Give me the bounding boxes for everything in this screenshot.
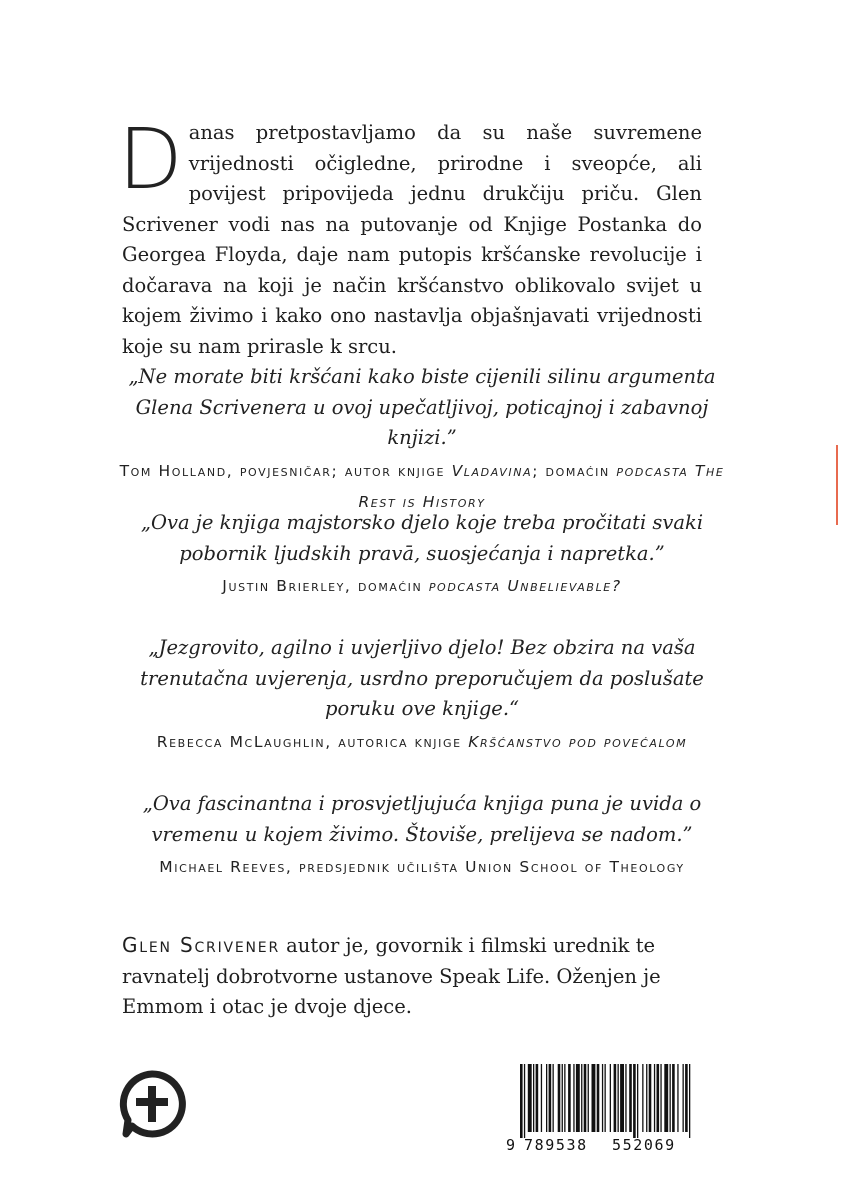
barcode-bar — [672, 1064, 675, 1132]
barcode-group-1: 789538 — [524, 1136, 588, 1154]
barcode-bar — [520, 1064, 523, 1138]
intro-paragraph — [118, 110, 702, 362]
attribution-part: Rebecca McLaughlin, autorica knjige — [156, 732, 469, 751]
barcode-bar — [646, 1064, 647, 1132]
barcode-bar — [689, 1064, 690, 1138]
cross-in-speech-bubble-icon — [116, 1068, 188, 1140]
barcode-bar — [584, 1064, 587, 1132]
barcode-bar — [553, 1064, 554, 1132]
barcode-bar — [524, 1064, 525, 1138]
drop-cap: D — [118, 110, 183, 208]
quote-text: „Ova fascinantna i prosvjetljujuća knjiga puna je uvida o vremenu u kojem živimo. Štoviše, prelijeva se nadom.” — [142, 792, 702, 846]
barcode-bar — [546, 1064, 547, 1132]
attribution-part: Tom Holland, povjesničar; autor knjige — [119, 461, 452, 480]
barcode-bar — [605, 1064, 606, 1132]
barcode-bar — [677, 1064, 678, 1132]
barcode-bars — [502, 1060, 698, 1140]
attribution-part: Michael Reeves, predsjednik učilišta Union School of Theology — [159, 858, 685, 876]
barcode-bar — [592, 1064, 596, 1132]
barcode-lead-digit: 9 — [506, 1136, 516, 1154]
barcode-bar — [625, 1064, 626, 1132]
barcode-bar — [610, 1064, 611, 1132]
barcode-bar — [683, 1064, 684, 1132]
quote-text: „Ne morate biti kršćani kako biste cijenili silinu argumenta Glena Scrivenera u ovoj upečatljivoj, poticajnoj i zabavnoj knjizi.” — [128, 365, 716, 449]
barcode-bar — [685, 1064, 688, 1132]
quote-attribution — [112, 852, 732, 883]
barcode-bar — [568, 1064, 571, 1132]
bio-text: autor je, govornik i filmski urednik te ravnatelj dobrotvorne ustanove Speak Life. Oženjen je Emmom i otac je dvoje djece. — [122, 934, 661, 1018]
barcode-bar — [649, 1064, 652, 1132]
quote-text: „Jezgrovito, agilno i uvjerljivo djelo! Bez obzira na vaša trenutačna uvjerenja, usrdno preporučujem da poslušate poruku ove knjige.“ — [140, 636, 704, 720]
barcode-bar — [562, 1064, 563, 1132]
barcode-bar — [597, 1064, 600, 1132]
barcode-bar — [620, 1064, 624, 1132]
barcode-bar — [602, 1064, 603, 1132]
barcode-bar — [536, 1064, 539, 1132]
quote-mclaughlin — [112, 633, 732, 758]
quote-text: „Ova je knjiga majstorsko djelo koje treba pročitati svaki pobornik ljudskih pravā, suosjećanja i napretka.” — [140, 511, 704, 565]
author-name: Glen Scrivener — [122, 933, 280, 957]
barcode-bar — [664, 1064, 668, 1132]
quote-brierley — [112, 508, 732, 602]
author-bio — [122, 930, 712, 1023]
barcode-digits — [502, 1136, 698, 1156]
barcode-bar — [564, 1064, 565, 1132]
barcode-bar — [637, 1064, 638, 1138]
barcode-bar — [633, 1064, 636, 1138]
barcode-bar — [614, 1064, 617, 1132]
attribution-part: ; domaćin — [532, 461, 617, 480]
barcode-bar — [576, 1064, 580, 1132]
barcode-bar — [642, 1064, 643, 1132]
attribution-book-title: Vladavina — [451, 461, 533, 480]
intro-text: anas pretpostavljamo da su naše suvremene vrijednosti očigledne, prirodne i sveopće, ali povijest pripovijeda jednu drukčiju priču. Glen Scrivener vodi nas na putovanje od Knjige Postanka do Georgea Floyda, daje nam putopis kršćanske revolucije i dočarava na koji je način kršćanstvo oblikovalo svijet u kojem živimo i kako ono nastavlja objašnjavati vrijednosti koje su nam prirasle k srcu. — [122, 121, 702, 358]
barcode-bar — [660, 1064, 661, 1132]
barcode-bar — [581, 1064, 582, 1132]
spine-edge-mark — [836, 445, 838, 525]
barcode-bar — [588, 1064, 589, 1132]
barcode-bar — [629, 1064, 632, 1132]
barcode-bar — [670, 1064, 671, 1132]
barcode-bar — [573, 1064, 574, 1132]
quote-holland — [112, 362, 732, 518]
barcode-bar — [657, 1064, 660, 1132]
isbn-barcode — [502, 1060, 698, 1156]
barcode-bar — [528, 1064, 532, 1132]
barcode-bar — [654, 1064, 655, 1132]
attribution-part: Justin Brierley, domaćin — [222, 577, 429, 595]
barcode-bar — [541, 1064, 542, 1132]
quote-reeves — [112, 789, 732, 883]
attribution-podcast: podcasta Unbelievable? — [428, 577, 622, 595]
quote-attribution — [112, 727, 732, 758]
quote-attribution — [112, 571, 732, 602]
barcode-bar — [533, 1064, 534, 1132]
barcode-group-2: 552069 — [612, 1136, 676, 1154]
attribution-book-title: Kršćanstvo pod povećalom — [468, 732, 688, 751]
barcode-bar — [549, 1064, 552, 1132]
barcode-bar — [558, 1064, 561, 1132]
barcode-bar — [618, 1064, 619, 1132]
attribution-podcast: podcasta The Rest is History — [358, 461, 725, 511]
